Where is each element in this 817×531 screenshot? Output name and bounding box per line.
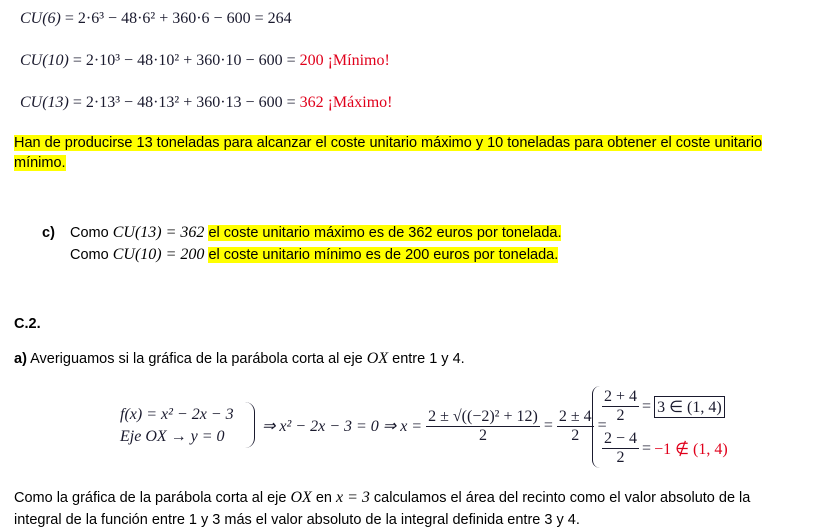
equation-cu6 xyxy=(20,10,292,28)
final-text-after: calculamos el área del recinto como el valor absoluto de la xyxy=(369,490,751,506)
system-eq-2: Eje OX → y = 0 xyxy=(120,428,225,445)
conclusion-line-2: mínimo. xyxy=(14,155,66,171)
cases-brace xyxy=(592,386,601,468)
part-c xyxy=(42,224,561,242)
system-brace xyxy=(244,402,255,448)
simplified-numerator: 2 ± 4 xyxy=(558,407,592,425)
part-c-math-min: CU(10) = 200 xyxy=(112,246,205,263)
conclusion-paragraph xyxy=(14,135,762,175)
part-a-label: a) xyxy=(14,351,27,367)
equation-result-minimo: 200 ¡Mínimo! xyxy=(299,52,390,69)
part-c-math-max: CU(13) = 362 xyxy=(112,224,205,241)
root-2-fraction xyxy=(602,430,639,467)
final-text: Como la gráfica de la parábola corta al eje xyxy=(14,490,291,506)
equation-cu13 xyxy=(20,94,392,112)
system-equations xyxy=(120,404,234,448)
equation-lhs: CU(10) xyxy=(20,52,69,69)
simplified-fraction xyxy=(557,408,594,445)
root-1-numerator: 2 + 4 xyxy=(604,388,638,405)
root-2 xyxy=(602,430,728,467)
root-1-denominator: 2 xyxy=(616,407,625,424)
conclusion-line-1: Han de producirse 13 toneladas para alcanzar el coste unitario máximo y 10 toneladas para obtener el coste unitario xyxy=(14,135,763,151)
final-line-2: integral de la función entre 1 y 3 más el valor absoluto de la integral definida entre 3 y 4. xyxy=(14,512,580,528)
part-c-prefix: Como xyxy=(70,247,113,263)
equals-sign: = xyxy=(597,417,607,434)
root-2-denominator: 2 xyxy=(616,449,625,466)
solution-chain xyxy=(262,406,611,446)
root-1 xyxy=(602,388,725,425)
equation-lhs: CU(13) xyxy=(20,94,69,111)
final-math: x = 3 xyxy=(335,489,370,506)
quadratic-formula xyxy=(426,408,540,445)
final-text-mid: en xyxy=(311,490,336,506)
system-eq-1: f(x) = x² − 2x − 3 xyxy=(120,406,234,423)
equation-cu10 xyxy=(20,52,390,70)
implies-equation: ⇒ x² − 2x − 3 = 0 ⇒ x = xyxy=(262,418,423,435)
final-paragraph xyxy=(14,487,750,531)
root-2-numerator: 2 − 4 xyxy=(604,430,638,447)
quadratic-denominator: 2 xyxy=(478,426,487,444)
root-2-result: −1 ∉ (1, 4) xyxy=(654,440,728,458)
equation-lhs: CU(6) xyxy=(20,10,61,27)
equals-sign: = xyxy=(642,397,652,415)
equals-sign: = xyxy=(642,439,652,457)
part-c-label: c) xyxy=(42,225,55,241)
equation-result-maximo: 362 ¡Máximo! xyxy=(299,94,393,111)
equation-rhs: = 2·13³ − 48·13² + 360·13 − 600 = xyxy=(72,94,300,111)
part-c-highlight-max: el coste unitario máximo es de 362 euros por tonelada. xyxy=(208,225,562,241)
part-a-text-end: entre 1 y 4. xyxy=(388,351,465,367)
part-a-text: Averiguamos si la gráfica de la parábola corta al eje xyxy=(26,351,367,367)
part-a-axis: OX xyxy=(366,350,389,367)
simplified-denominator: 2 xyxy=(571,426,580,444)
part-a-paragraph xyxy=(14,350,465,368)
section-heading: C.2. xyxy=(14,316,41,332)
equation-rhs: = 2·10³ − 48·10² + 360·10 − 600 = xyxy=(72,52,300,69)
part-c-highlight-min: el coste unitario mínimo es de 200 euros por tonelada. xyxy=(208,247,559,263)
root-1-fraction xyxy=(602,388,639,425)
equals-sign: = xyxy=(543,417,553,434)
final-line-1 xyxy=(14,487,750,509)
equation-rhs: = 2·6³ − 48·6² + 360·6 − 600 = 264 xyxy=(64,10,292,27)
quadratic-numerator: 2 ± √((−2)² + 12) xyxy=(428,407,538,425)
final-axis: OX xyxy=(290,489,312,506)
root-1-result: 3 ∈ (1, 4) xyxy=(654,396,725,418)
part-c-prefix: Como xyxy=(70,225,113,241)
part-c-line-2 xyxy=(70,246,558,264)
